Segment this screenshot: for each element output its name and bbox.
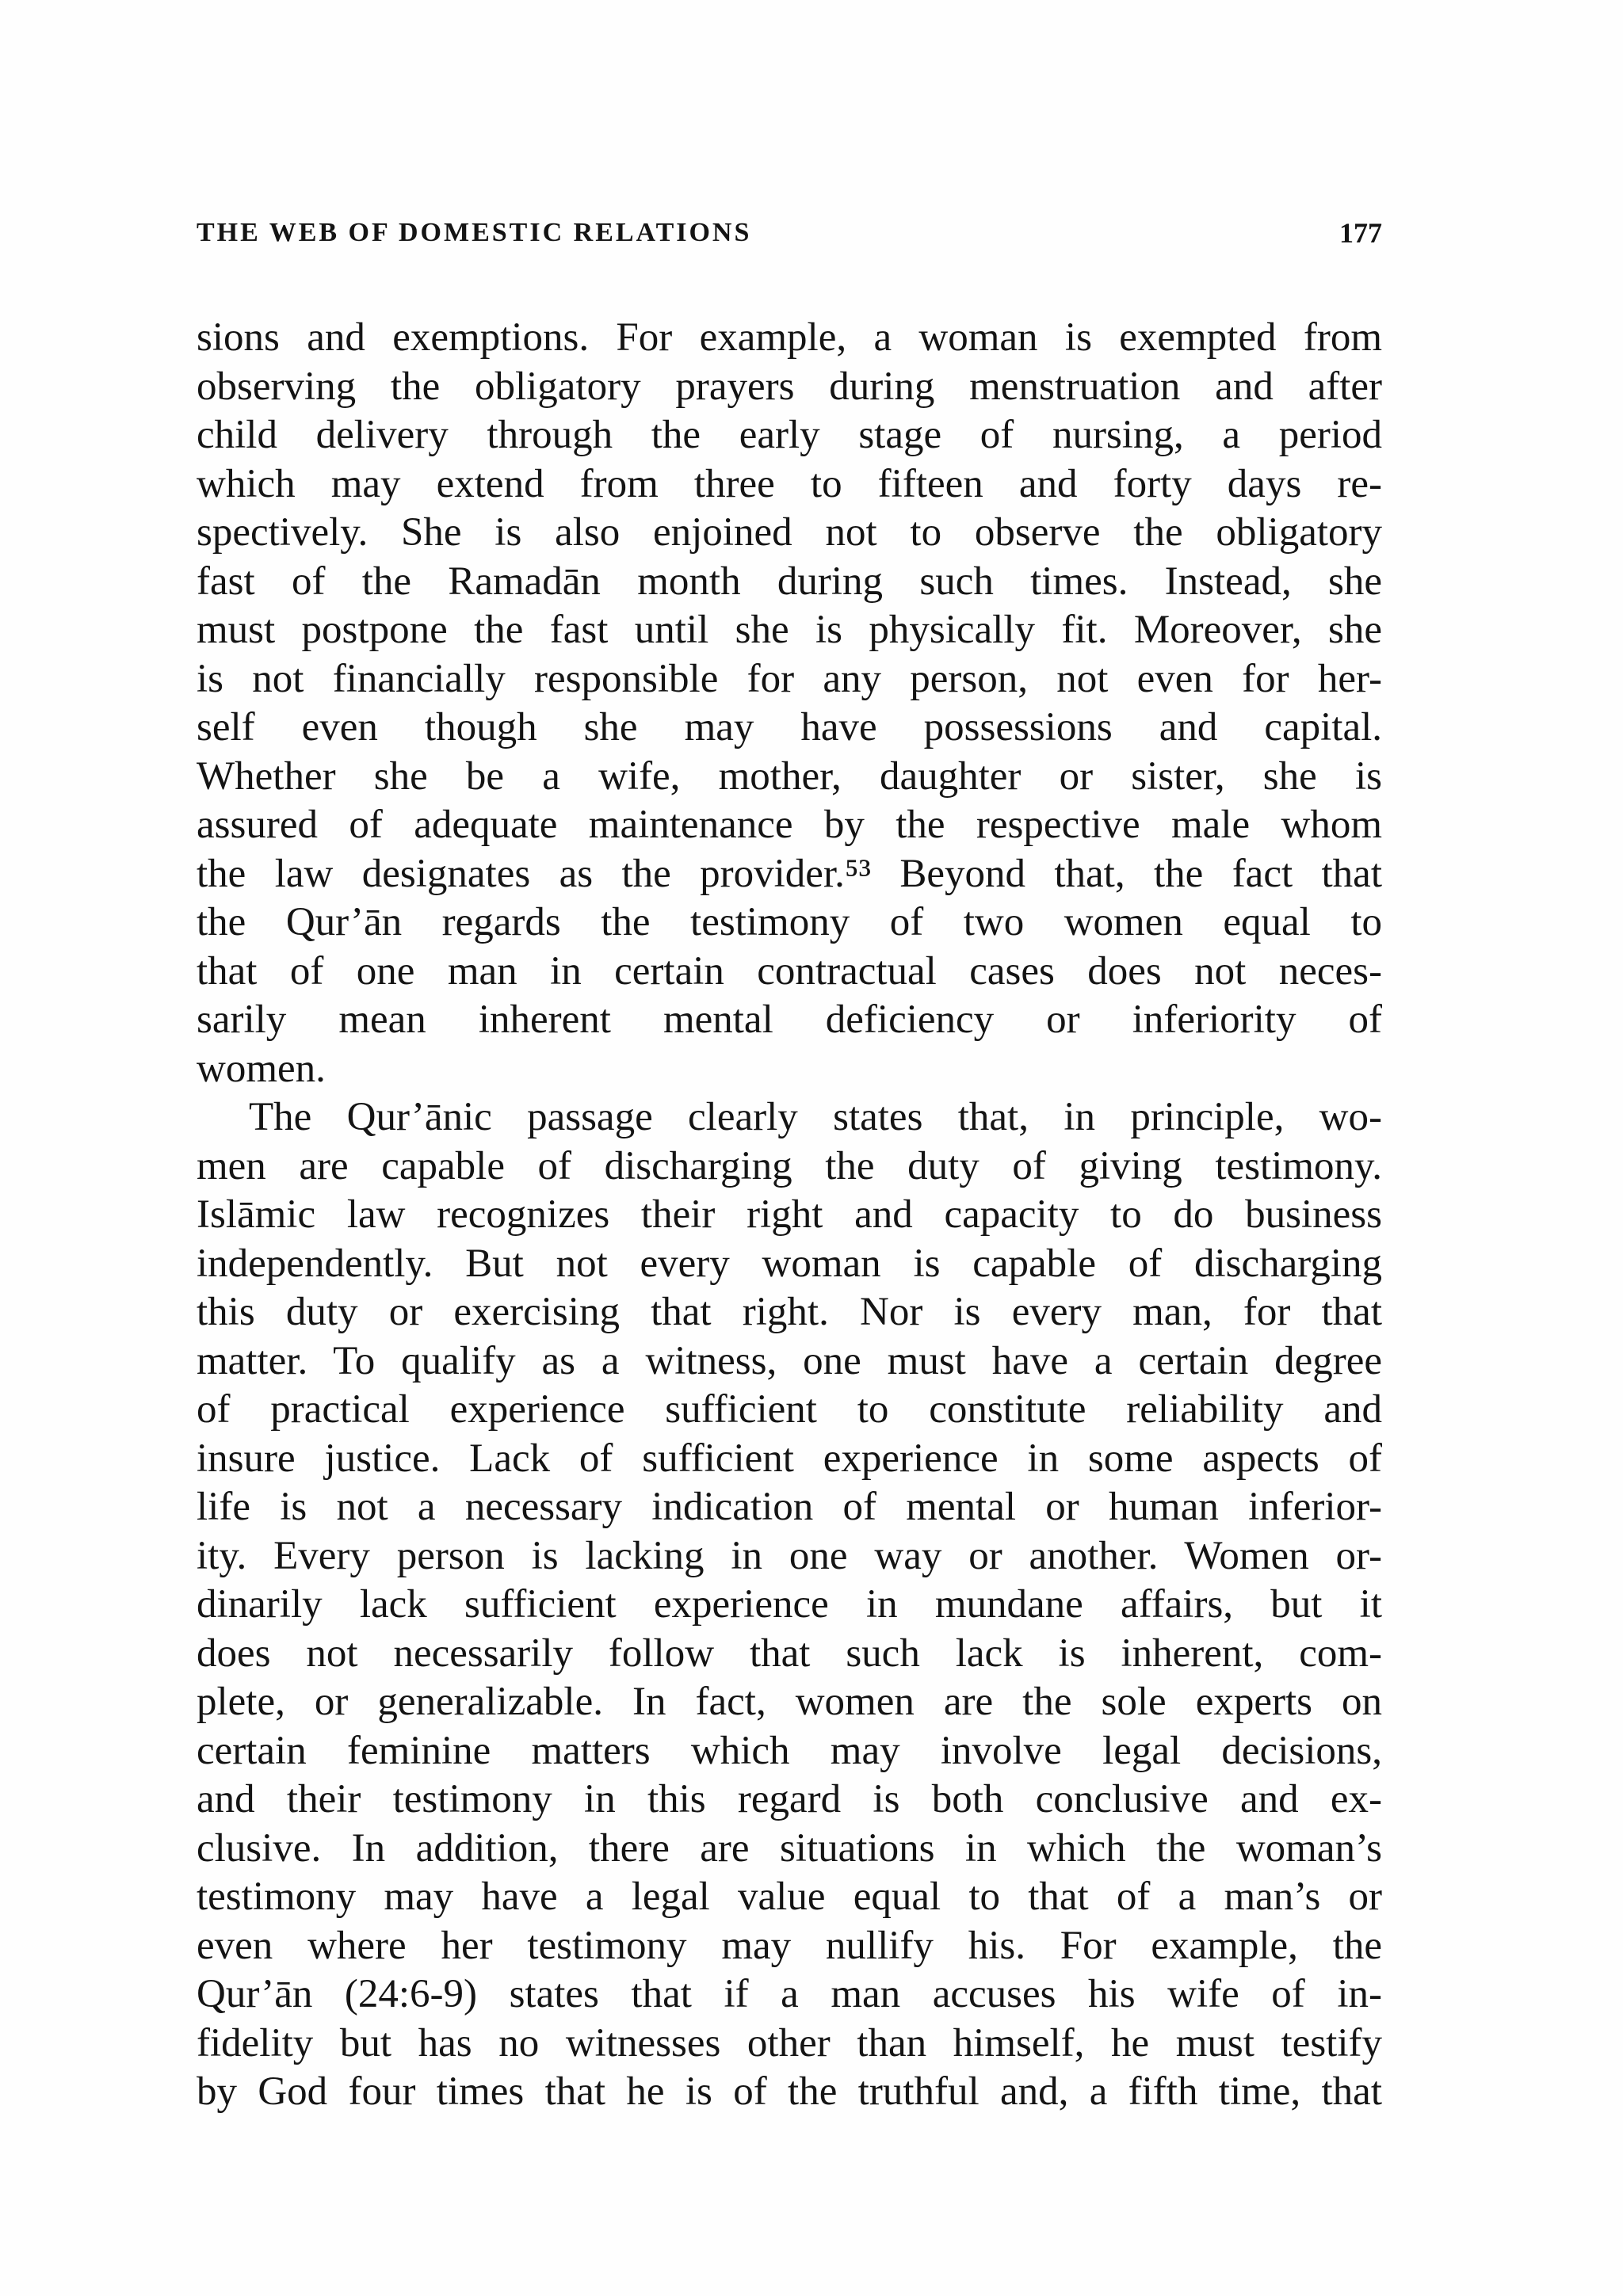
- text-line: and their testimony in this regard is both conclusive and ex-: [197, 1777, 1382, 1821]
- text-line: that of one man in certain contractual cases does not neces-: [197, 948, 1382, 994]
- text-line: self even though she may have possessions and capital.: [197, 705, 1382, 749]
- text-line: does not necessarily follow that such lack is inherent, com-: [197, 1630, 1382, 1676]
- text-line: certain feminine matters which may involve legal decisions,: [197, 1728, 1382, 1773]
- running-head: [197, 212, 1382, 254]
- running-title: THE WEB OF DOMESTIC RELATIONS: [197, 218, 752, 247]
- paragraph-2: [197, 1093, 1382, 2117]
- text-line: is not financially responsible for any person, not even for her-: [197, 656, 1382, 701]
- text-line: plete, or generalizable. In fact, women are the sole experts on: [197, 1680, 1382, 1724]
- text-line: The Qur’ānic passage clearly states that, in principle, wo-: [249, 1095, 1382, 1139]
- text-line: child delivery through the early stage of nursing, a period: [197, 413, 1382, 457]
- body-text: [197, 314, 1382, 2117]
- text-line: the law designates as the provider.⁵³ Beyond that, the fact that: [197, 851, 1382, 896]
- text-line: women.: [197, 1046, 326, 1091]
- text-line: men are capable of discharging the duty of giving testimony.: [197, 1143, 1382, 1188]
- text-line: life is not a necessary indication of mental or human inferior-: [197, 1485, 1382, 1529]
- text-line: Islāmic law recognizes their right and capacity to do business: [197, 1192, 1382, 1237]
- text-line: spectively. She is also enjoined not to observe the obligatory: [197, 510, 1382, 555]
- text-line: even where her testimony may nullify his. For example, the: [197, 1923, 1382, 1968]
- text-line: assured of adequate maintenance by the respective male whom: [197, 803, 1382, 847]
- text-line: the Qur’ān regards the testimony of two women equal to: [197, 900, 1382, 944]
- text-line: of practical experience sufficient to constitute reliability and: [197, 1387, 1382, 1432]
- text-line: clusive. In addition, there are situations in which the woman’s: [197, 1825, 1382, 1871]
- text-line: dinarily lack sufficient experience in mundane affairs, but it: [197, 1582, 1382, 1627]
- text-line: Whether she be a wife, mother, daughter or sister, she is: [197, 753, 1382, 799]
- text-line: this duty or exercising that right. Nor is every man, for that: [197, 1290, 1382, 1334]
- text-line: observing the obligatory prayers during menstruation and after: [197, 364, 1382, 409]
- paragraph-1: [197, 314, 1382, 1093]
- text-line: by God four times that he is of the truthful and, a fifth time, that: [197, 2069, 1382, 2114]
- text-line: sarily mean inherent mental deficiency or inferiority of: [197, 997, 1382, 1042]
- text-line: must postpone the fast until she is physically fit. Moreover, she: [197, 608, 1382, 652]
- text-line: matter. To qualify as a witness, one must have a certain degree: [197, 1338, 1382, 1383]
- page-number: 177: [1339, 217, 1382, 249]
- text-line: ity. Every person is lacking in one way or another. Women or-: [197, 1533, 1382, 1578]
- text-line: sions and exemptions. For example, a woman is exempted from: [197, 315, 1382, 360]
- text-line: independently. But not every woman is capable of discharging: [197, 1241, 1382, 1286]
- text-line: fidelity but has no witnesses other than himself, he must testify: [197, 2020, 1382, 2065]
- text-line: fast of the Ramadān month during such times. Instead, she: [197, 559, 1382, 604]
- text-line: insure justice. Lack of sufficient experience in some aspects of: [197, 1436, 1382, 1481]
- text-line: Qur’ān (24:6-9) states that if a man accuses his wife of in-: [197, 1972, 1382, 2016]
- text-line: testimony may have a legal value equal to that of a man’s or: [197, 1875, 1382, 1919]
- text-line: which may extend from three to fifteen and forty days re-: [197, 461, 1382, 506]
